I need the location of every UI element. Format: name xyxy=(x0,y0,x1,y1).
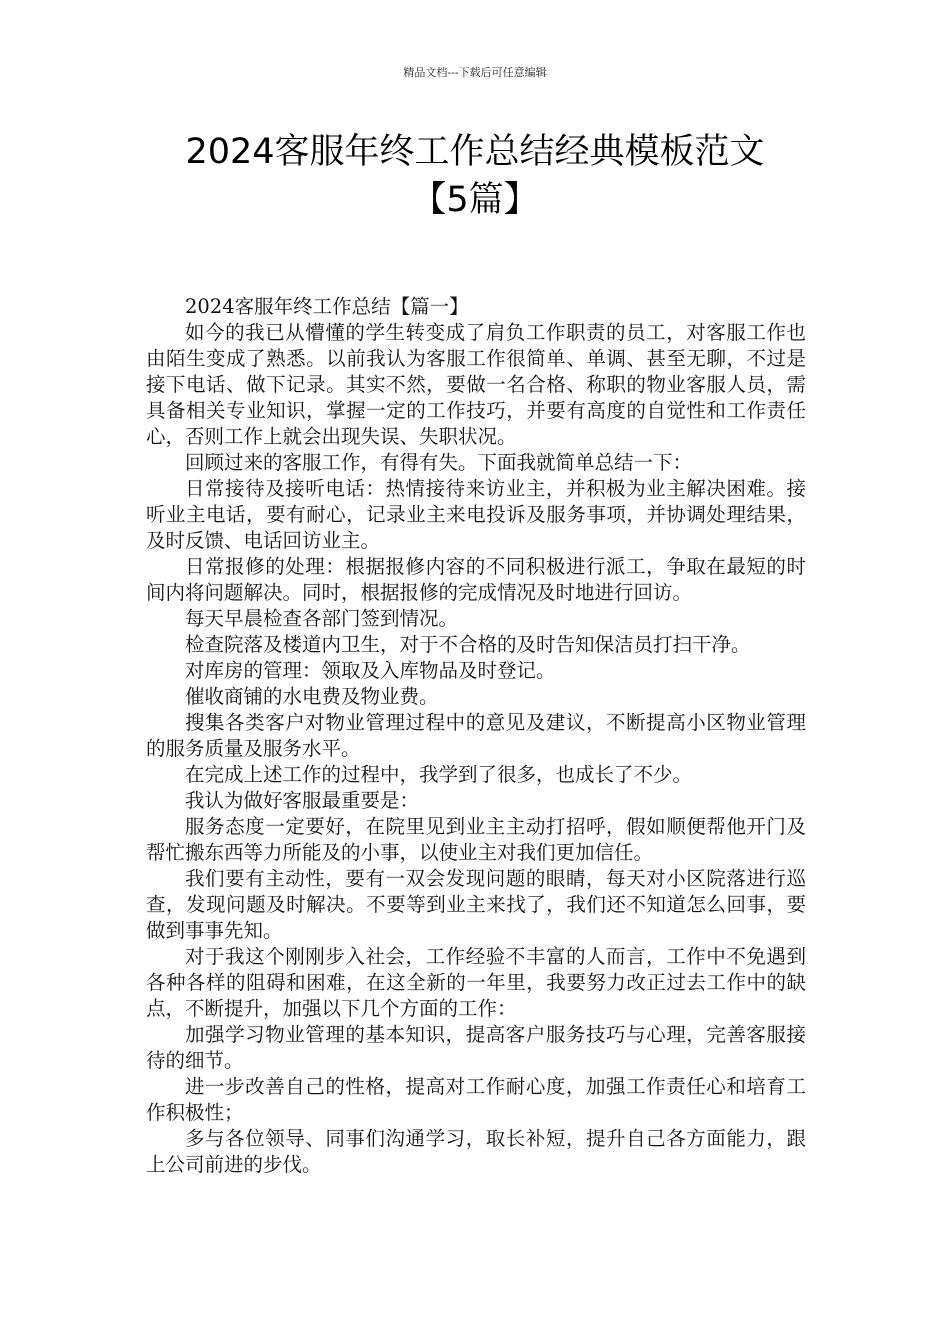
paragraph: 我们要有主动性，要有一双会发现问题的眼睛，每天对小区院落进行巡查，发现问题及时解决。不要等到业主来找了，我们还不知道怎么回事，要做到事事先知。 xyxy=(146,867,806,942)
paragraph: 日常报修的处理：根据报修内容的不同积极进行派工，争取在最短的时间内将问题解决。同时，根据报修的完成情况及时地进行回访。 xyxy=(146,555,806,604)
paragraph: 进一步改善自己的性格，提高对工作耐心度，加强工作责任心和培育工作积极性； xyxy=(146,1075,806,1124)
paragraph: 检查院落及楼道内卫生，对于不合格的及时告知保洁员打扫干净。 xyxy=(185,633,751,656)
paragraph: 每天早晨检查各部门签到情况。 xyxy=(185,607,459,630)
paragraph: 多与各位领导、同事们沟通学习，取长补短，提升自己各方面能力，跟上公司前进的步伐。 xyxy=(146,1127,806,1176)
paragraph: 如今的我已从懵懂的学生转变成了肩负工作职责的员工，对客服工作也由陌生变成了熟悉。以前我认为客服工作很简单、单调、甚至无聊，不过是接下电话、做下记录。其实不然，要做一名合格、称职的物业客服人员，需具备相关专业知识，掌握一定的工作技巧，并要有高度的自觉性和工作责任心，否则工作上就会出现失误、失职状况。 xyxy=(146,321,806,448)
paragraph: 在完成上述工作的过程中，我学到了很多，也成长了不少。 xyxy=(185,763,693,786)
document-body xyxy=(146,294,806,1178)
document-title-line-1: 2024客服年终工作总结经典模板范文 xyxy=(185,132,765,172)
paragraph: 服务态度一定要好，在院里见到业主主动打招呼，假如顺便帮他开门及帮忙搬东西等力所能及的小事，以使业主对我们更加信任。 xyxy=(146,815,806,864)
paragraph: 日常接待及接听电话：热情接待来访业主，并积极为业主解决困难。接听业主电话，要有耐心，记录业主来电投诉及服务事项，并协调处理结果，及时反馈、电话回访业主。 xyxy=(146,477,806,552)
paragraph: 搜集各类客户对物业管理过程中的意见及建议，不断提高小区物业管理的服务质量及服务水平。 xyxy=(146,711,806,760)
page-header: 精品文档---下载后可任意编辑 xyxy=(403,66,547,79)
document-title-line-2: 【5篇】 xyxy=(411,180,539,220)
paragraph: 对于我这个刚刚步入社会，工作经验不丰富的人而言，工作中不免遇到各种各样的阻碍和困难，在这全新的一年里，我要努力改正过去工作中的缺点，不断提升，加强以下几个方面的工作： xyxy=(146,945,806,1020)
document-title xyxy=(0,128,950,224)
paragraph: 我认为做好客服最重要是： xyxy=(185,789,420,812)
paragraph: 对库房的管理：领取及入库物品及时登记。 xyxy=(185,659,556,682)
paragraph: 加强学习物业管理的基本知识，提高客户服务技巧与心理，完善客服接待的细节。 xyxy=(146,1023,806,1072)
section-heading: 2024客服年终工作总结【篇一】 xyxy=(185,295,469,318)
paragraph: 催收商铺的水电费及物业费。 xyxy=(185,685,439,708)
paragraph: 回顾过来的客服工作，有得有失。下面我就简单总结一下： xyxy=(185,451,693,474)
